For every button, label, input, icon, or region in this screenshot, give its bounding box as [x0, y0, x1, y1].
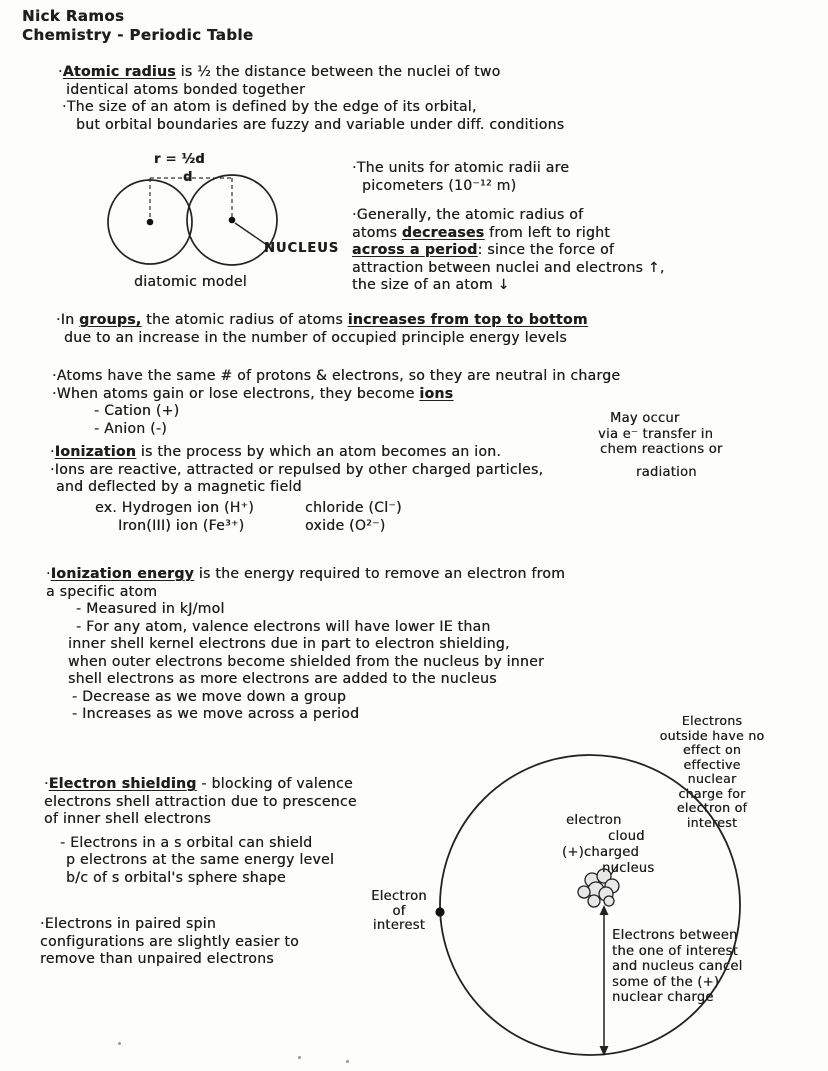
- note-line: inner shell kernel electrons due in part to electron shielding,: [68, 636, 510, 652]
- note-line: Electrons between: [612, 928, 738, 943]
- note-text: is ½ the distance between the nuclei of two: [175, 64, 501, 80]
- term-groups: groups,: [79, 312, 142, 328]
- charged-nucleus-label-1: (+)charged: [562, 845, 640, 860]
- margin-note-line: outside have no: [659, 727, 765, 743]
- electron-shielding-section: [44, 776, 357, 887]
- note-text: from left to right: [484, 224, 611, 241]
- note-text: ·In: [56, 312, 80, 328]
- margin-note-line: chem reactions or: [600, 442, 723, 457]
- note-line: [58, 64, 564, 82]
- cation-line: - Cation (+): [94, 403, 180, 419]
- note-line: nuclear charge: [612, 990, 714, 1005]
- nucleus-dot-left: [147, 219, 154, 226]
- note-line: ·Atoms have the same # of protons & electrons, so they are neutral in charge: [52, 368, 621, 384]
- note-line: ·The units for atomic radii are: [352, 160, 570, 176]
- margin-note-line: May occur: [610, 411, 680, 426]
- nucleon: [588, 895, 600, 907]
- note-line: - Measured in kJ/mol: [76, 601, 225, 617]
- example-chloride: chloride (Cl⁻): [305, 500, 402, 516]
- margin-note-line: via e⁻ transfer in: [598, 426, 714, 442]
- note-line: configurations are slightly easier to: [40, 933, 299, 950]
- d-label: d: [183, 170, 193, 185]
- term-decreases: decreases: [401, 224, 485, 241]
- note-line: of inner shell electrons: [44, 811, 212, 827]
- note-line: ·Ions are reactive, attracted or repulsed by other charged particles,: [50, 461, 544, 478]
- note-line: - Increases as we move across a period: [72, 706, 360, 722]
- nucleus-pointer-line: [235, 223, 267, 245]
- author-name: Nick Ramos: [22, 7, 125, 25]
- note-text: ·When atoms gain or lose electrons, they become: [52, 385, 420, 402]
- note-line: attraction between nuclei and electrons ↑,: [352, 259, 665, 276]
- note-text: is the energy required to remove an electron from: [194, 566, 566, 582]
- note-line: [50, 444, 543, 462]
- note-line: the one of interest: [612, 943, 739, 959]
- margin-note: [598, 411, 723, 480]
- term-across-a-period: across a period: [352, 242, 478, 258]
- note-text: - blocking of valence: [196, 776, 353, 792]
- margin-note-line: charge for: [678, 785, 746, 801]
- note-line: ·The size of an atom is defined by the edge of its orbital,: [62, 99, 477, 115]
- term-ionization: Ionization: [54, 444, 137, 460]
- note-line: identical atoms bonded together: [66, 81, 306, 98]
- note-line: some of the (+): [612, 974, 720, 990]
- bullet: ·: [58, 64, 63, 80]
- cancel-arrow-head-top: [600, 905, 609, 915]
- electron-cloud-label-1: electron: [566, 813, 622, 828]
- note-line: when outer electrons become shielded from the nucleus by inner: [68, 653, 545, 670]
- margin-note-line: interest: [686, 814, 738, 830]
- note-line: but orbital boundaries are fuzzy and variable under diff. conditions: [76, 116, 565, 133]
- nucleus-dot-right: [229, 217, 236, 224]
- term-ionization-energy: Ionization energy: [50, 566, 195, 582]
- note-line: [46, 566, 565, 584]
- charged-nucleus-label-2: nucleus: [602, 861, 655, 876]
- bullet: ·: [44, 776, 49, 792]
- page-title: Chemistry - Periodic Table: [22, 26, 254, 44]
- note-text: : since the force of: [477, 242, 615, 258]
- nucleus-label: NUCLEUS: [264, 241, 340, 256]
- paired-spin-section: [40, 916, 299, 969]
- example-hydrogen-ion: ex. Hydrogen ion (H⁺): [95, 500, 255, 516]
- ions-section: [52, 368, 620, 438]
- note-line: ·Generally, the atomic radius of: [352, 207, 584, 223]
- label-line: interest: [372, 918, 426, 933]
- example-iron-ion: Iron(III) ion (Fe³⁺): [118, 518, 245, 534]
- bullet: ·: [50, 444, 55, 460]
- note-line: [352, 225, 665, 243]
- note-line: the size of an atom ↓: [352, 277, 510, 293]
- term-ions: ions: [419, 385, 454, 402]
- bullet: ·: [46, 566, 51, 582]
- outside-electrons-note: [652, 714, 772, 830]
- ionization-energy-section: [46, 566, 565, 724]
- note-line: electrons shell attraction due to prescence: [44, 793, 357, 810]
- term-increases-top-bottom: increases from top to bottom: [347, 312, 588, 328]
- example-oxide: oxide (O²⁻): [305, 518, 386, 534]
- nucleon: [604, 896, 614, 906]
- note-text: atoms: [352, 224, 402, 241]
- note-line: ·Electrons in paired spin: [40, 916, 217, 932]
- note-line: and deflected by a magnetic field: [56, 479, 302, 495]
- anion-line: - Anion (-): [94, 420, 168, 437]
- margin-note-line: effect on: [682, 742, 742, 757]
- margin-note-line: radiation: [636, 464, 697, 480]
- note-line: - For any atom, valence electrons will have lower IE than: [76, 618, 491, 635]
- electrons-between-note: [612, 928, 742, 1006]
- label-line: of: [392, 903, 406, 919]
- note-line: a specific atom: [46, 583, 158, 600]
- diatomic-caption: diatomic model: [134, 274, 247, 290]
- note-line: and nucleus cancel: [612, 959, 743, 974]
- margin-note-line: effective: [683, 756, 741, 772]
- units-and-period-trend: [352, 160, 665, 295]
- group-trend-section: [56, 312, 588, 347]
- note-line: b/c of s orbital's sphere shape: [66, 869, 286, 886]
- note-text: the atomic radius of atoms: [141, 312, 348, 328]
- note-text: is the process by which an atom becomes an ion.: [136, 444, 502, 460]
- term-electron-shielding: Electron shielding: [48, 776, 197, 792]
- electron-cloud-label-2: cloud: [608, 829, 645, 844]
- scan-speck: [118, 1042, 121, 1045]
- note-line: p electrons at the same energy level: [66, 852, 335, 868]
- note-line: [52, 386, 620, 404]
- nucleon: [578, 886, 590, 898]
- spacer: [352, 195, 665, 207]
- note-line: - Decrease as we move down a group: [72, 688, 347, 705]
- note-line: shell electrons as more electrons are added to the nucleus: [68, 671, 497, 687]
- electron-of-interest-dot: [435, 907, 444, 916]
- scan-speck: [298, 1056, 301, 1059]
- note-line: remove than unpaired electrons: [40, 951, 274, 967]
- margin-note-line: nuclear: [687, 771, 737, 786]
- r-equals-half-d-label: r = ½d: [154, 152, 205, 167]
- term-atomic-radius: Atomic radius: [62, 64, 176, 80]
- atomic-radius-section: [58, 64, 564, 134]
- note-line: picometers (10⁻¹² m): [362, 177, 517, 194]
- note-line: [56, 312, 588, 330]
- margin-note-line: Electrons: [681, 713, 743, 728]
- note-line: - Electrons in a s orbital can shield: [60, 834, 313, 851]
- electron-of-interest-label: [366, 890, 432, 934]
- note-line: [44, 776, 357, 794]
- note-line: [352, 242, 665, 260]
- ionization-section: [50, 444, 543, 497]
- margin-note-line: electron of: [676, 800, 748, 815]
- scan-speck: [346, 1060, 349, 1063]
- note-line: due to an increase in the number of occupied principle energy levels: [64, 329, 567, 346]
- label-line: Electron: [371, 889, 427, 904]
